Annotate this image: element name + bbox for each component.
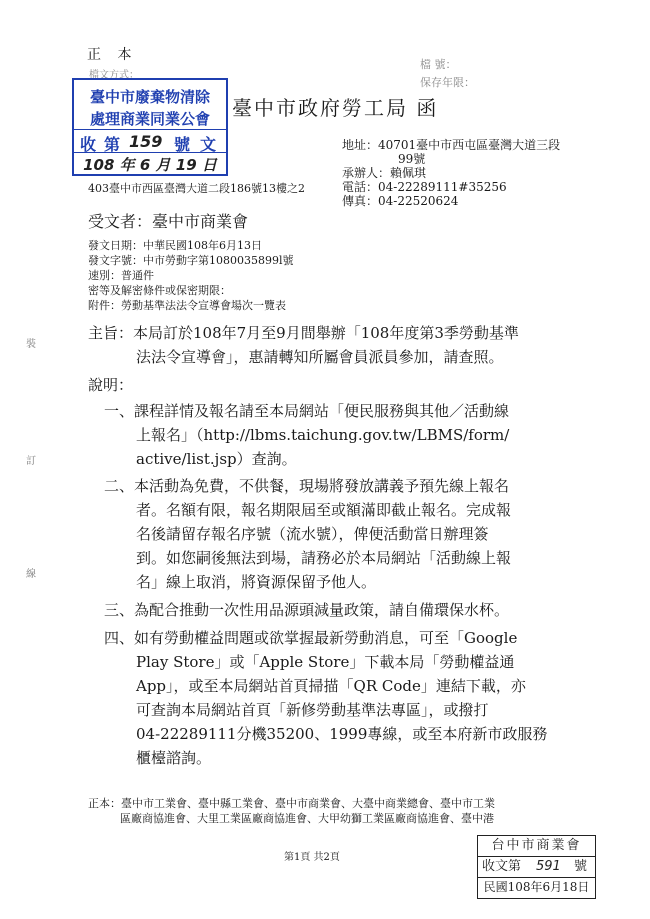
page-footer: 第1頁 共2頁 bbox=[284, 852, 340, 863]
item-line: active/list.jsp）查詢。 bbox=[136, 450, 297, 468]
copy-mark: 正 本 bbox=[87, 47, 138, 63]
item-line: 名」線上取消，將資源保留予他人。 bbox=[136, 573, 377, 591]
doc-number: 發文字號：中市勞動字第1080035899l號 bbox=[88, 254, 294, 267]
subject-line-1: 主旨：本局訂於108年7月至9月間舉辦「108年度第3季勞動基準 bbox=[88, 324, 519, 342]
item-line: 名後請留存報名序號（流水號），俾便活動當日辦理簽 bbox=[136, 525, 489, 543]
secrecy: 密等及解密條件或保密期限： bbox=[88, 284, 231, 297]
issue-date: 發文日期：中華民國108年6月13日 bbox=[88, 239, 262, 252]
item-line: 二、本活動為免費，不供餐，現場將發放講義予預先線上報名 bbox=[104, 477, 510, 495]
stamp-receipt-end: 文 bbox=[200, 135, 217, 154]
stamp-receipt-word: 第 bbox=[104, 135, 121, 154]
binding-mark: 裝 bbox=[26, 339, 36, 350]
item-line: 上報名」（http://lbms.taichung.gov.tw/LBMS/form/ bbox=[136, 426, 510, 444]
stamp-receipt-number: 159 bbox=[129, 132, 163, 151]
sender-address: 403臺中市西區臺灣大道二段186號13樓之2 bbox=[88, 182, 305, 195]
binding-mark: 線 bbox=[26, 569, 36, 580]
stamp-receipt-suffix: 號 bbox=[174, 135, 191, 154]
stamp-receipt-prefix: 收 bbox=[80, 135, 97, 154]
item-line: Play Store」或「Apple Store」下載本局「勞動權益通 bbox=[136, 653, 515, 671]
speed: 速別：普通件 bbox=[88, 269, 154, 282]
item-line: App」，或至本局網站首頁掃描「QR Code」連結下載，亦 bbox=[136, 677, 526, 695]
subject-line-2: 法法令宣導會」，惠請轉知所屬會員派員參加，請查照。 bbox=[136, 348, 504, 366]
item-line: 者。名額有限，報名期限屆至或額滿即截止報名。完成報 bbox=[136, 501, 512, 519]
item-line: 一、課程詳情及報名請至本局網站「便民服務與其他／活動線 bbox=[104, 402, 510, 420]
binding-mark: 訂 bbox=[26, 456, 36, 467]
doc-number-label: 檔 號： bbox=[420, 58, 457, 71]
chamber-org: 台中市商業會 bbox=[491, 838, 582, 853]
recipient: 受文者：臺中市商業會 bbox=[88, 212, 249, 231]
contact-address-line2: 99號 bbox=[398, 152, 426, 166]
chamber-receipt-stamp bbox=[477, 835, 596, 899]
cc-line-2: 區廠商協進會、大里工業區廠商協進會、大甲幼獅工業區廠商協進會、臺中港 bbox=[120, 812, 494, 825]
item-line: 四、如有勞動權益問題或欲掌握最新勞動消息，可至「Google bbox=[104, 629, 518, 647]
item-line: 三、為配合推動一次性用品源頭減量政策，請自備環保水杯。 bbox=[104, 601, 510, 619]
stamp-date: 108 年 6 月 19 日 bbox=[83, 156, 217, 174]
chamber-date: 民國108年6月18日 bbox=[483, 880, 590, 894]
item-line: 到。如您嗣後無法到場，請務必於本局網站「活動線上報 bbox=[136, 549, 512, 567]
explain-label: 說明： bbox=[88, 376, 134, 394]
storage-note: 檔文方式： bbox=[89, 70, 139, 81]
chamber-receipt-suffix: 號 bbox=[574, 859, 588, 874]
contact-phone: 電話：04-22289111#35256 bbox=[342, 180, 507, 194]
item-line: 可查詢本局網站首頁「新修勞動基準法專區」，或撥打 bbox=[136, 701, 489, 719]
item-line: 櫃檯諮詢。 bbox=[136, 749, 212, 767]
stamp-org-line2: 處理商業同業公會 bbox=[89, 110, 210, 128]
received-stamp bbox=[72, 78, 228, 176]
page-title: 臺中市政府勞工局 函 bbox=[232, 96, 439, 120]
chamber-receipt-number: 591 bbox=[536, 859, 561, 874]
retention-label: 保存年限： bbox=[420, 76, 475, 89]
stamp-org-line1: 臺中市廢棄物清除 bbox=[89, 88, 210, 106]
attachment: 附件：勞動基準法法令宣導會場次一覽表 bbox=[88, 299, 286, 312]
contact-address: 地址：40701臺中市西屯區臺灣大道三段 bbox=[342, 138, 561, 152]
chamber-receipt-label: 收文第 bbox=[482, 859, 522, 874]
contact-fax: 傳真：04-22520624 bbox=[342, 194, 459, 208]
contact-handler: 承辦人：賴佩琪 bbox=[342, 166, 427, 180]
cc-line-1: 正本：臺中市工業會、臺中縣工業會、臺中市商業會、大臺中商業總會、臺中市工業 bbox=[88, 797, 495, 810]
item-line: 04-22289111分機35200、1999專線，或至本府新市政服務 bbox=[136, 725, 548, 743]
chamber-receipt-row bbox=[478, 857, 595, 877]
